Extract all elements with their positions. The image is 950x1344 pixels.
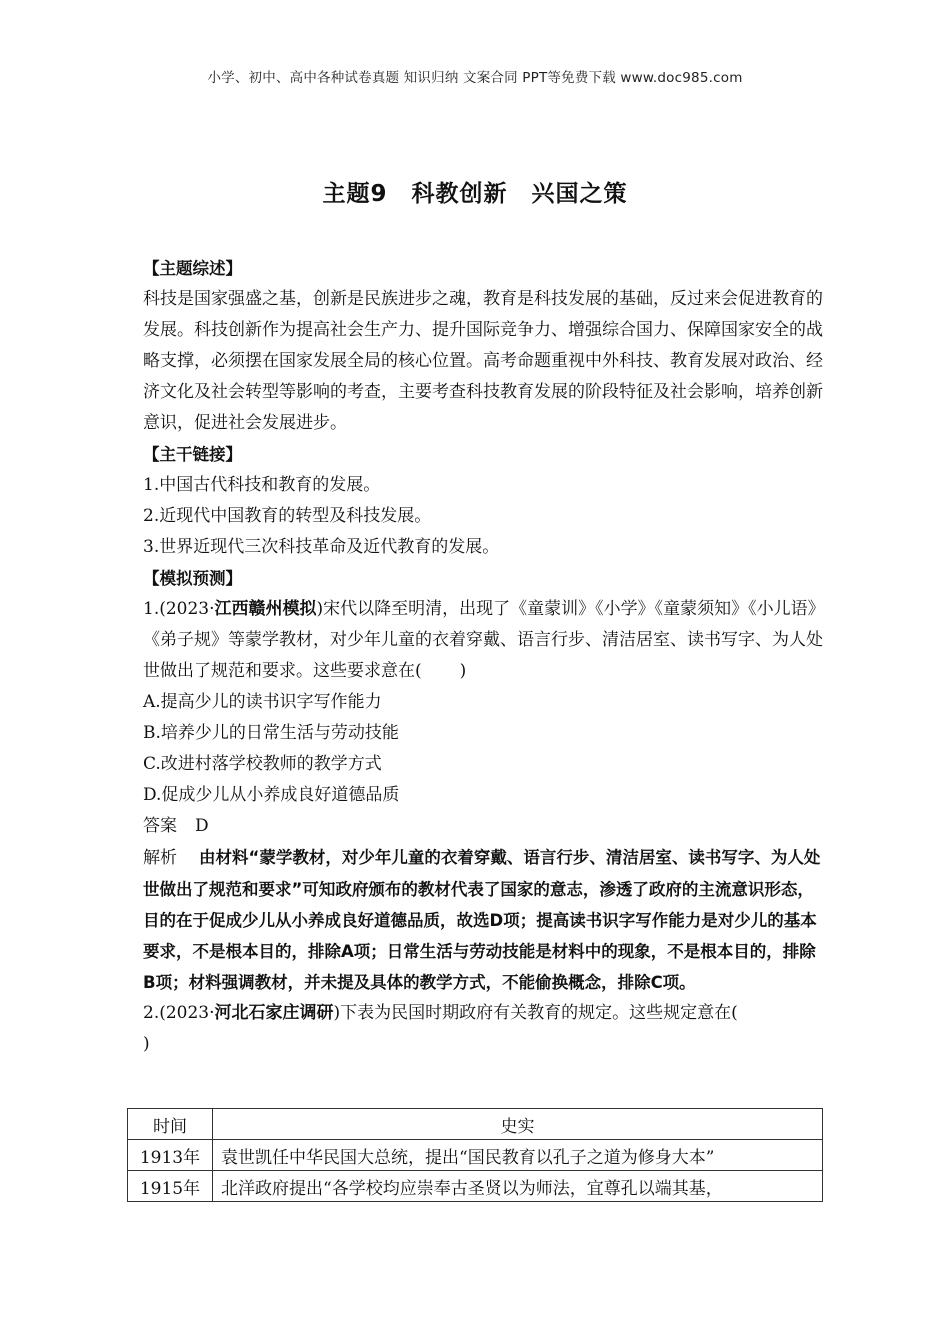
- links-heading: 【主干链接】: [143, 445, 242, 464]
- table-cell-year: 1915年: [128, 1171, 213, 1202]
- question-1-stem: [143, 594, 823, 687]
- links-item-1: 1.中国古代科技和教育的发展。: [143, 475, 381, 495]
- table-header-fact: 史实: [213, 1109, 823, 1140]
- table-header-row: [128, 1109, 823, 1140]
- analysis-label: 解析: [143, 848, 177, 868]
- table-row: [128, 1171, 823, 1202]
- table-header-time: 时间: [128, 1109, 213, 1140]
- question-2-prefix: 2.(2023·: [143, 1003, 215, 1023]
- answer-label: 答案: [143, 816, 177, 836]
- answer-value: D: [195, 816, 209, 836]
- question-2-text: )下表为民国时期政府有关教育的规定。这些规定意在(: [333, 1003, 738, 1023]
- question-1-answer: [143, 811, 823, 842]
- history-table: [127, 1108, 823, 1202]
- question-2-source: 河北石家庄调研: [214, 1003, 334, 1023]
- document-body: [143, 253, 823, 1060]
- question-1-analysis: [143, 842, 823, 998]
- table-cell-fact: 袁世凯任中华民国大总统，提出“国民教育以孔子之道为修身大本”: [213, 1140, 823, 1171]
- page-title: 主题9 科教创新 兴国之策: [322, 181, 628, 207]
- question-1-paren-close: ): [459, 661, 467, 681]
- links-item-2: 2.近现代中国教育的转型及科技发展。: [143, 506, 432, 526]
- question-1-option-c: C.改进村落学校教师的教学方式: [143, 754, 382, 774]
- overview-text: 科技是国家强盛之基，创新是民族进步之魂，教育是科技发展的基础，反过来会促进教育的发展。科技创新作为提高社会生产力、提升国际竞争力、增强综合国力、保障国家安全的战略支撑，必须摆在国家发展全局的核心位置。高考命题重视中外科技、教育发展对政治、经济文化及社会转型等影响的考查，主要考查科技教育发展的阶段特征及社会影响，培养创新意识，促进社会发展进步。: [143, 289, 823, 433]
- table-cell-fact: 北洋政府提出“各学校均应崇奉古圣贤以为师法，宜尊孔以端其基，: [213, 1171, 823, 1202]
- predict-heading: 【模拟预测】: [143, 569, 242, 588]
- page-header-watermark: 小学、初中、高中各种试卷真题 知识归纳 文案合同 PPT等免费下载 www.doc985.com: [207, 70, 743, 86]
- question-2-stem: [143, 998, 823, 1060]
- question-1-option-b: B.培养少儿的日常生活与劳动技能: [143, 723, 399, 743]
- question-1-prefix: 1.(2023·: [143, 599, 215, 619]
- question-2-paren-close: ): [143, 1034, 150, 1054]
- table-row: [128, 1140, 823, 1171]
- analysis-text: 由材料“蒙学教材，对少年儿童的衣着穿戴、语言行步、清洁居室、读书写字、为人处世做出了规范和要求”可知政府颁布的教材代表了国家的意志，渗透了政府的主流意识形态，目的在于促成少儿从小养成良好道德品质，故选D项；提高读书识字写作能力是对少儿的基本要求，不是根本目的，排除A项；日常生活与劳动技能是材料中的现象，不是根本目的，排除B项；材料强调教材，并未提及具体的教学方式，不能偷换概念，排除C项。: [143, 848, 821, 992]
- question-1-text: )宋代以降至明清，出现了《童蒙训》《小学》《童蒙须知》《小儿语》《弟子规》等蒙学教材，对少年儿童的衣着穿戴、语言行步、清洁居室、读书写字、为人处世做出了规范和要求。这些要求意在(: [143, 599, 823, 681]
- question-1-source: 江西赣州模拟: [214, 599, 317, 619]
- question-1-option-d: D.促成少儿从小养成良好道德品质: [143, 785, 400, 805]
- table-cell-year: 1913年: [128, 1140, 213, 1171]
- overview-heading: 【主题综述】: [143, 259, 242, 278]
- question-1-option-a: A.提高少儿的读书识字写作能力: [143, 692, 382, 712]
- links-item-3: 3.世界近现代三次科技革命及近代教育的发展。: [143, 537, 500, 557]
